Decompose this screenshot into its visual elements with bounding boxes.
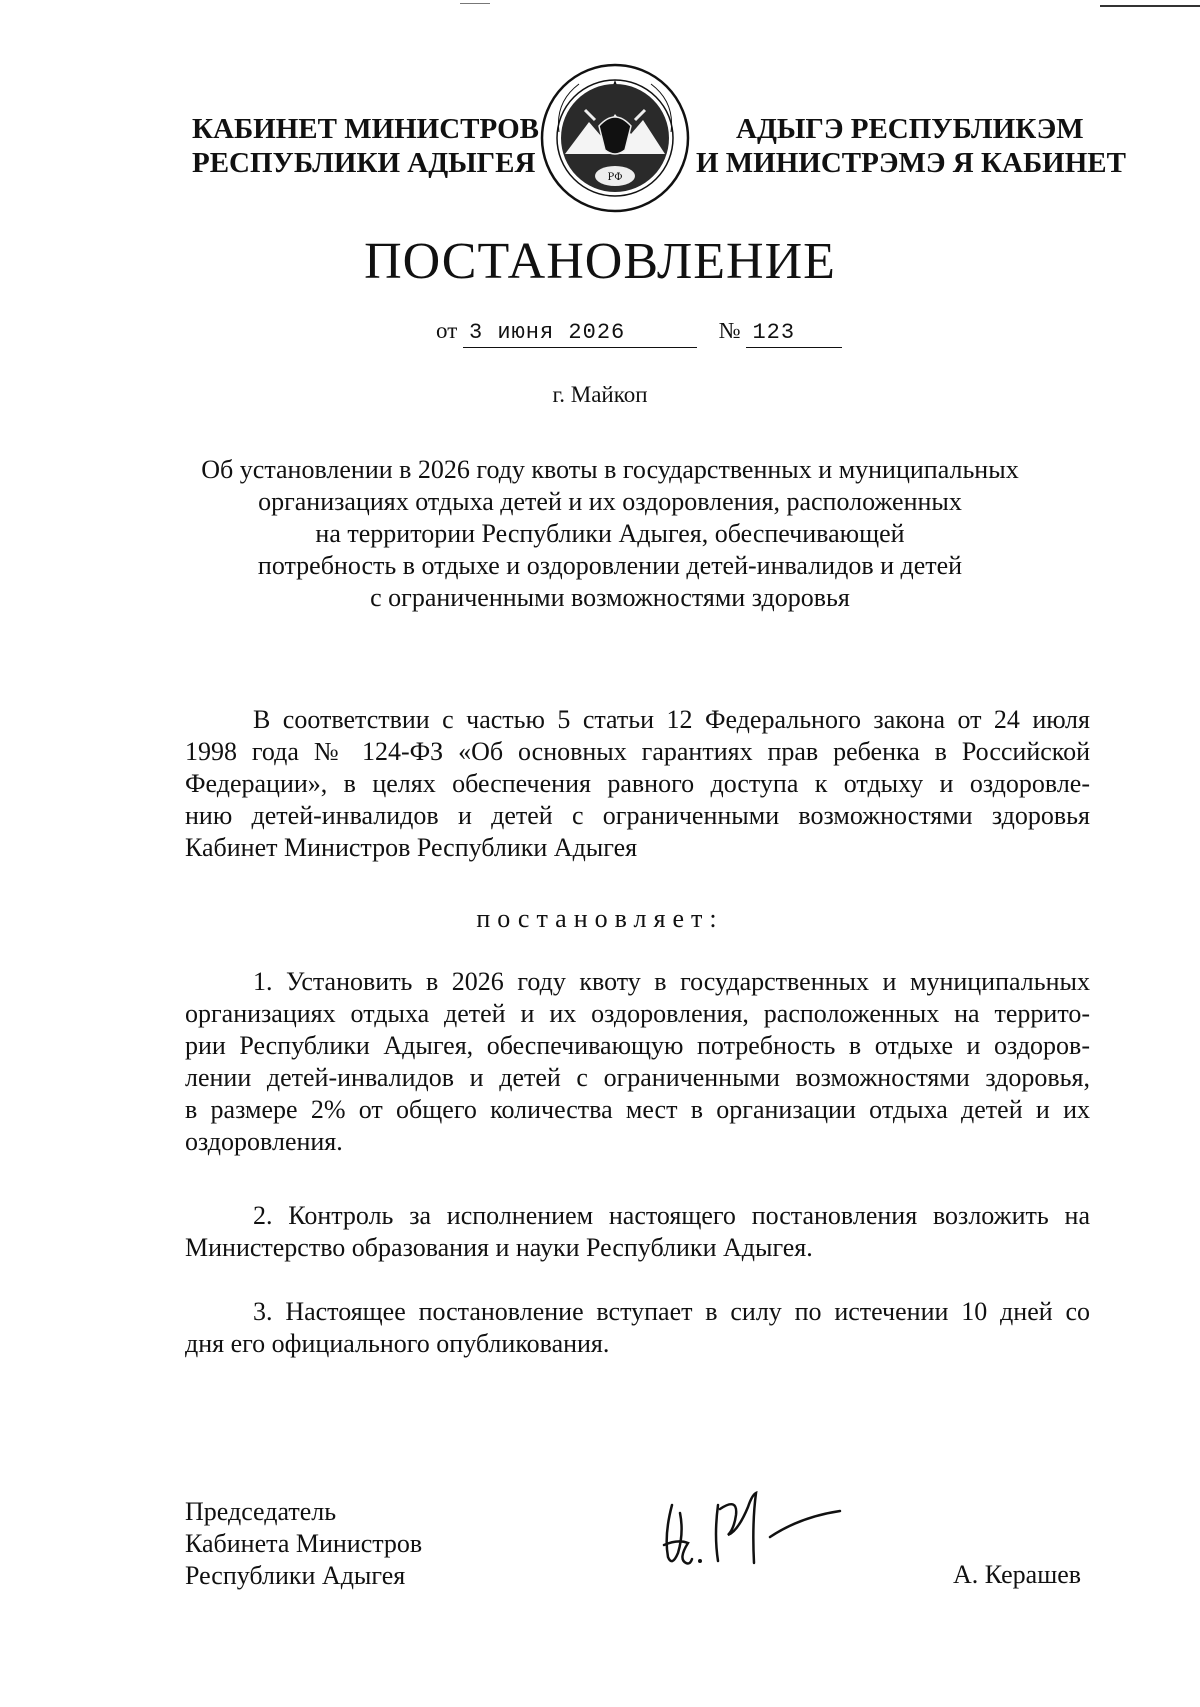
subject-line: Об установлении в 2026 году квоты в государственных и муниципальных xyxy=(201,455,1019,484)
signatory-title xyxy=(185,1496,422,1592)
scan-artifact xyxy=(1100,5,1200,7)
subject-line: организациях отдыха детей и их оздоровления, расположенных xyxy=(258,487,962,516)
preamble-line: нию детей-инвалидов и детей с ограниченными возможностями здоровья xyxy=(185,801,1090,830)
document-subject xyxy=(170,454,1050,614)
header-right-line: И МИНИСТРЭМЭ Я КАБИНЕТ xyxy=(696,147,1126,179)
handwritten-signature xyxy=(650,1475,850,1585)
document-title: ПОСТАНОВЛЕНИЕ xyxy=(364,233,836,290)
item-line: 3. Настоящее постановление вступает в силу по истечении 10 дней со xyxy=(253,1297,1090,1326)
header-left-line: КАБИНЕТ МИНИСТРОВ xyxy=(192,113,539,145)
subject-line: на территории Республики Адыгея, обеспечивающей xyxy=(315,519,905,548)
preamble-paragraph xyxy=(185,704,1090,864)
header-left-line: РЕСПУБЛИКИ АДЫГЕЯ xyxy=(192,147,536,179)
item-1-paragraph xyxy=(185,966,1090,1158)
number-label: № xyxy=(718,318,741,343)
city: г. Майкоп xyxy=(552,382,648,407)
number-value: 123 xyxy=(746,320,842,348)
scan-artifact xyxy=(460,3,490,4)
signatory-title-line: Республики Адыгея xyxy=(185,1561,406,1590)
preamble-line: Кабинет Министров Республики Адыгея xyxy=(185,833,638,862)
item-line: оздоровления. xyxy=(185,1127,343,1156)
svg-text:РФ: РФ xyxy=(607,172,623,183)
preamble-line: Федерации», в целях обеспечения равного доступа к отдыху и оздоровле- xyxy=(185,769,1090,798)
preamble-line: 1998 года № 124-ФЗ «Об основных гарантиях прав ребенка в Российской xyxy=(185,737,1090,766)
item-line: лении детей-инвалидов и детей с ограниченными возможностями здоровья, xyxy=(185,1063,1090,1092)
subject-line: потребность в отдыхе и оздоровлении детей-инвалидов и детей xyxy=(257,551,963,580)
coat-of-arms-icon xyxy=(539,62,691,214)
item-line: в размере 2% от общего количества мест в организации отдыха детей и их xyxy=(185,1095,1090,1124)
preamble-line: В соответствии с частью 5 статьи 12 Федерального закона от 24 июля xyxy=(253,705,1090,734)
signer-name: А. Керашев xyxy=(953,1560,1082,1589)
item-line: дня его официального опубликования. xyxy=(185,1329,610,1358)
header-right-line: АДЫГЭ РЕСПУБЛИКЭМ xyxy=(736,113,1084,145)
item-line: Министерство образования и науки Республики Адыгея. xyxy=(185,1233,813,1262)
item-line: рии Республики Адыгея, обеспечивающую потребность в отдыхе и оздоров- xyxy=(185,1031,1090,1060)
date-value: 3 июня 2026 xyxy=(463,320,697,348)
header-left xyxy=(192,112,539,180)
signatory-title-line: Кабинета Министров xyxy=(185,1529,423,1558)
signatory-title-line: Председатель xyxy=(185,1497,337,1526)
item-line: организациях отдыха детей и их оздоровления, расположенных на террито- xyxy=(185,999,1090,1028)
date-label: от xyxy=(436,318,458,343)
item-2-paragraph xyxy=(185,1200,1090,1264)
date-number-line xyxy=(436,318,842,348)
item-line: 2. Контроль за исполнением настоящего постановления возложить на xyxy=(253,1201,1090,1230)
item-3-paragraph xyxy=(185,1296,1090,1360)
item-line: 1. Установить в 2026 году квоту в государственных и муниципальных xyxy=(253,967,1090,996)
resolves-word: постановляет: xyxy=(476,904,724,933)
header-right xyxy=(696,112,1126,180)
subject-line: с ограниченными возможностями здоровья xyxy=(370,583,850,612)
